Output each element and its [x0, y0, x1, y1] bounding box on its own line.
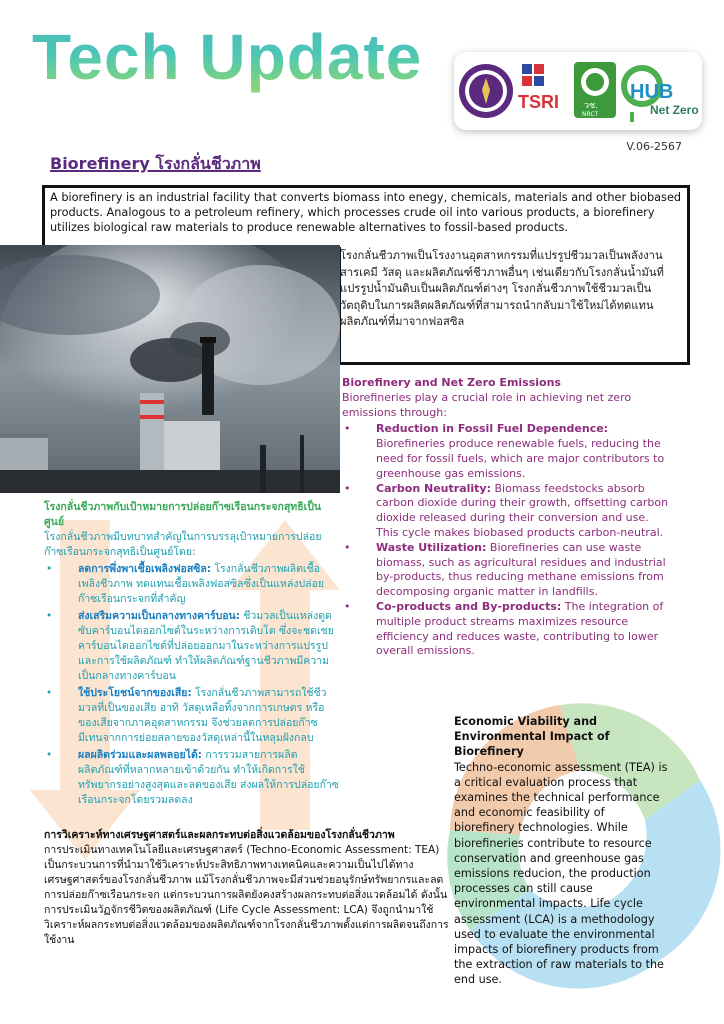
net-zero-intro: Biorefineries play a crucial role in achieving net zero emissions through: — [342, 390, 632, 419]
economic-english-section — [454, 714, 668, 988]
net-zero-thai-section — [44, 500, 340, 808]
economic-heading: Economic Viability and Environmental Impact of Biorefinery — [454, 715, 610, 759]
list-item: • Carbon Neutrality: Biomass feedstocks absorb carbon dioxide during their growth, offsetting carbon dioxide released during their conversion and use. This cycle makes biobased products carbon-neutral. — [342, 482, 672, 541]
intro-english: A biorefinery is an industrial facility that converts biomass into enegy, chemicals, materials and other biobased products. Analogous to a petroleum refinery, which processes crude oil into various products, a biorefinery utilizes biological raw materials to produce renewable alternatives to fossil-based products. — [50, 191, 682, 234]
svg-text:Net Zero: Net Zero — [650, 103, 699, 117]
seal-logo — [459, 64, 513, 118]
svg-text:TSRI: TSRI — [518, 92, 560, 112]
intro-box-right-border — [687, 185, 690, 365]
economic-thai-text: การประเมินทางเทคโนโลยีและเศรษฐศาสตร์ (Techno-Economic Assessment: TEA) เป็นกระบวนการที่นำมาใช้วิเคราะห์ประสิทธิภาพทางเทคนิคและความเป็นไปได้ทางเศรษฐศาสตร์ของโรงกลั่นชีวภาพ แม้โรงกลั่นชีวภาพจะมีส่วนช่วยอนุรักษ์ทรัพยากรและลดการปล่อยก๊าซเรือนกระจก แต่กระบวนการผลิตยังคงสร้างผลกระทบต่อสิ่งแวดล้อมได้ ดังนั้นการประเมินวัฏจักรชีวิตของผลิตภัณฑ์ (Life Cycle Assessment: LCA) จึงถูกนำมาใช้วิเคราะห์ผลกระทบต่อสิ่งแวดล้อมของผลิตภัณฑ์จากโรงกลั่นชีวภาพตั้งแต่การผลิตจนถึงการใช้งาน — [44, 844, 449, 946]
economic-text: Techno-economic assessment (TEA) is a critical evaluation process that examines the technical performance and economic feasibility of biorefinery technologies. While biorefineries contribute to resource conservation and greenhouse gas emissions reducion, the production processes can still cause environmental impacts. Life cycle assessment (LCA) is a methodology used to evaluate the environmental impacts of biorefinery products from the extraction of raw materials to the end use. — [454, 760, 668, 987]
version-label: V.06-2567 — [626, 140, 682, 153]
economic-thai-heading: การวิเคราะห์ทางเศรษฐศาสตร์และผลกระทบต่อสิ่งแวดล้อมของโรงกลั่นชีวภาพ — [44, 829, 395, 841]
intro-thai: โรงกลั่นชีวภาพเป็นโรงงานอุตสาหกรรมที่แปรรูปชีวมวลเป็นพลังงาน สารเคมี วัสดุ และผลิตภัณฑ์ชีวภาพอื่นๆ เช่นเดียวกับโรงกลั่นน้ำมันที่แปรรูปน้ำมันดิบเป็นผลิตภัณฑ์ต่างๆ โรงกลั่นชีวภาพใช้ชีวมวลเป็นวัตถุดิบในการผลิตผลิตภัณฑ์ที่สามารถนำกลับมาใช้ใหม่ได้ทดแทนผลิตภัณฑ์ที่มาจากฟอสซิล — [340, 249, 664, 328]
list-item: • ลดการพึ่งพาเชื้อเพลิงฟอสซิล: โรงกลั่นชีวภาพผลิตเชื้อเพลิงชีวภาพ ทดแทนเชื้อเพลิงฟอสซิลซึ่งเป็นแหล่งปล่อยก๊าซเรือนกระจกที่สำคัญ — [44, 562, 340, 607]
net-zero-thai-intro: โรงกลั่นชีวภาพมีบทบาทสำคัญในการบรรลุเป้าหมายการปล่อยก๊าซเรือนกระจกสุทธิเป็นศูนย์โดย: — [44, 531, 322, 558]
section-title: Biorefinery โรงกลั่นชีวภาพ — [50, 154, 261, 173]
net-zero-english-section — [342, 376, 672, 659]
svg-text:NRCT: NRCT — [582, 111, 599, 118]
hub-net-zero-logo — [624, 68, 699, 122]
list-item: • ใช้ประโยชน์จากของเสีย: โรงกลั่นชีวภาพสามารถใช้ชีวมวลที่เป็นของเสีย อาทิ วัสดุเหลือทิ้งจากการเกษตร หรือของเสียจากภาคอุตสาหกรรม จึงช่วยลดการปล่อยก๊าซมีเทนจากการย่อยสลายของวัสดุเหล่านี้ในหลุมฝังกลบ — [44, 686, 340, 746]
list-item: • ผลผลิตร่วมและผลพลอยได้: การรวมสายการผลิตผลิตภัณฑ์ที่หลากหลายเข้าด้วยกัน ทำให้เกิดการใช้ทรัพยากรอย่างสูงสุดและลดของเสีย ส่งผลให้การปล่อยก๊าซเรือนกระจกโดยรวมลดลง — [44, 748, 340, 808]
intro-box-bottom-border — [338, 362, 690, 365]
net-zero-thai-heading: โรงกลั่นชีวภาพกับเป้าหมายการปล่อยก๊าซเรือนกระจกสุทธิเป็นศูนย์ — [44, 501, 322, 528]
economic-thai-section — [44, 828, 450, 948]
partner-logos — [454, 52, 702, 130]
nrct-logo — [574, 62, 616, 118]
tsri-logo — [518, 64, 559, 112]
list-item: • Co-products and By-products: The integration of multiple product streams maximizes resource efficiency and reduces waste, contributing to lower overall emissions. — [342, 600, 672, 659]
list-item: • Waste Utilization: Biorefineries can use waste biomass, such as agricultural residues and industrial by-products, thus reducing methane emissions from decomposing organic matter in landfills. — [342, 541, 672, 600]
list-item: • Reduction in Fossil Fuel Dependence: Biorefineries produce renewable fuels, reducing the need for fossil fuels, which are major contributors to greenhouse gas emissions. — [342, 422, 672, 481]
svg-text:HUB: HUB — [630, 81, 674, 103]
list-item: • ส่งเสริมความเป็นกลางทางคาร์บอน: ชีวมวลเป็นแหล่งดูดซับคาร์บอนไดออกไซด์ในระหว่างการเติบโต ซึ่งจะชดเชยคาร์บอนไดออกไซด์ที่ปล่อยออกมาในระหว่างการแปรรูปและการใช้ผลิตภัณฑ์ ทำให้ผลิตภัณฑ์ฐานชีวภาพมีความเป็นกลางทางคาร์บอน — [44, 609, 340, 684]
logos-svg — [454, 52, 702, 130]
svg-text:วช.: วช. — [584, 101, 599, 111]
industrial-chimney-photo — [0, 245, 340, 493]
page-title: Tech Update — [32, 21, 423, 93]
net-zero-heading: Biorefinery and Net Zero Emissions — [342, 376, 561, 389]
